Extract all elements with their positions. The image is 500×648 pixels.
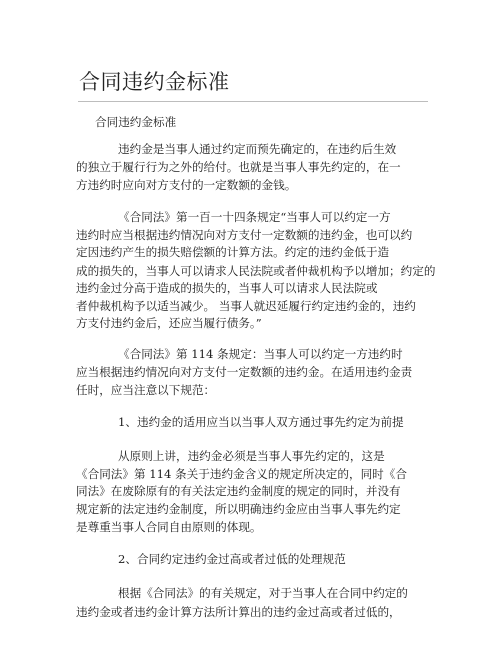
paragraph-line: 《合同法》第 114 条关于违约金含义的规定所决定的，同时《合 [76,467,407,481]
paragraph-line: 《合同法》第一百一十四条规定“当事人可以约定一方 [118,210,391,224]
paragraph-line: 应当根据违约情况向对方支付一定数额的违约金。在适用违约金责 [76,365,413,379]
paragraph-line: 从原则上讲，违约金必须是当事人事先约定的，这是 [118,449,385,463]
paragraph-line: 《合同法》第 114 条规定：当事人可以约定一方违约时 [118,347,403,361]
paragraph-line: 违约金或者违约金计算方法所计算出的违约金过高或者过低的， [76,605,401,619]
paragraph-line: 是尊重当事人合同自由原则的体现。 [76,520,262,534]
paragraph-line: 的独立于履行行为之外的给付。也就是当事人事先约定的，在一 [76,160,401,174]
paragraph-line: 违约金是当事人通过约定而预先确定的，在违约后生效 [118,142,397,156]
paragraph-line: 定因违约产生的损失赔偿额的计算方法。约定的违约金低于造 [76,245,390,259]
page-title: 合同违约金标准 [79,70,230,94]
section-heading: 1、违约金的适用应当以当事人双方通过事先约定为前提 [118,415,404,429]
paragraph-line: 任时，应当注意以下规范： [76,383,216,397]
section-heading: 2、合同约定违约金过高或者过低的处理规范 [118,552,346,566]
paragraph-line: 根据《合同法》的有关规定，对于当事人在合同中约定的 [118,586,408,600]
subheading: 合同违约金标准 [95,115,177,129]
paragraph-line: 者仲裁机构予以适当减少。 当事人就迟延履行约定违约金的，违约 [76,299,416,313]
paragraph-line: 方违约时应向对方支付的一定数额的金钱。 [76,178,297,192]
paragraph-line: 成的损失的，当事人可以请求人民法院或者仲裁机构予以增加；约定的 [76,264,436,278]
paragraph-line: 同法》在废除原有的有关法定违约金制度的规定的同时，并没有 [76,484,401,498]
paragraph-line: 违约金过分高于造成的损失的，当事人可以请求人民法院或 [76,281,378,295]
title-divider [78,101,428,102]
paragraph-line: 方支付违约金后，还应当履行债务。” [76,316,262,330]
paragraph-line: 违约时应当根据违约情况向对方支付一定数额的违约金，也可以约 [76,228,413,242]
paragraph-line: 规定新的法定违约金制度，所以明确违约金应由当事人事先约定 [76,502,401,516]
